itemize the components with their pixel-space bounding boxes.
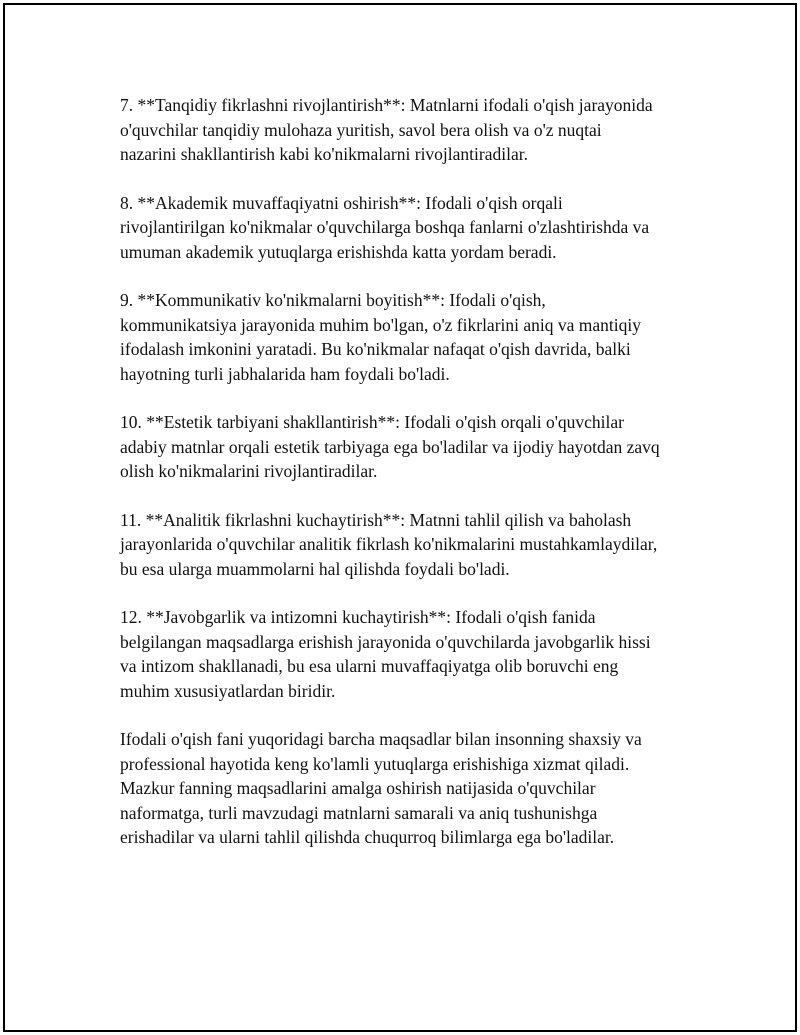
paragraph-item-7: 7. **Tanqidiy fikrlashni rivojlantirish**: Matnlarni ifodali o'qish jarayonida o'quvchilar tanqidiy mulohaza yuritish, savol bera olish va o'z nuqtai nazarini shakllantirish kabi ko'nikmalarni rivojlantiradilar. xyxy=(120,95,653,164)
paragraph-item-10: 10. **Estetik tarbiyani shakllantirish**: Ifodali o'qish orqali o'quvchilar adabiy matnlar orqali estetik tarbiyaga ega bo'ladilar va ijodiy hayotdan zavq olish ko'nikmalarini rivojlantiradilar. xyxy=(120,412,660,481)
conclusion-paragraph: Ifodali o'qish fani yuqoridagi barcha maqsadlar bilan insonning shaxsiy va professional hayotida keng ko'lamli yutuqlarga erishishiga xizmat qiladi. Mazkur fanning maqsadlarini amalga oshirish natijasida o'quvchilar naformatga, turli mavzudagi matnlarni samarali va aniq tushunishga erishadilar va ularni tahlil qilishda chuqurroq bilimlarga ega bo'ladilar. xyxy=(120,729,642,847)
paragraph-item-8: 8. **Akademik muvaffaqiyatni oshirish**: Ifodali o'qish orqali rivojlantirilgan ko'nikmalar o'quvchilarga boshqa fanlarni o'zlashtirishda va umuman akademik yutuqlarga erishishda katta yordam beradi. xyxy=(120,192,650,262)
paragraph-item-11: 11. **Analitik fikrlashni kuchaytirish**: Matnni tahlil qilish va baholash jarayonlarida o'quvchilar analitik fikrlash ko'nikmalarini mustahkamlaydilar, bu esa ularga muammolarni hal qilishda foydali bo'ladi. xyxy=(120,509,658,579)
document-body xyxy=(120,93,710,874)
paragraph-item-12: 12. **Javobgarlik va intizomni kuchaytirish**: Ifodali o'qish fanida belgilangan maqsadlarga erishish jarayonida o'quvchilarda javobgarlik hissi va intizom shakllanadi, bu esa ularni muvaffaqiyatga olib boruvchi eng muhim xususiyatlardan biridir. xyxy=(120,607,651,701)
paragraph-item-9: 9. **Kommunikativ ko'nikmalarni boyitish**: Ifodali o'qish, kommunikatsiya jarayonida muhim bo'lgan, o'z fikrlarini aniq va mantiqiy ifodalash imkonini yaratadi. Bu ko'nikmalar nafaqat o'qish davrida, balki hayotning turli jabhalarida ham foydali bo'ladi. xyxy=(120,290,641,384)
document-page xyxy=(3,3,797,1032)
